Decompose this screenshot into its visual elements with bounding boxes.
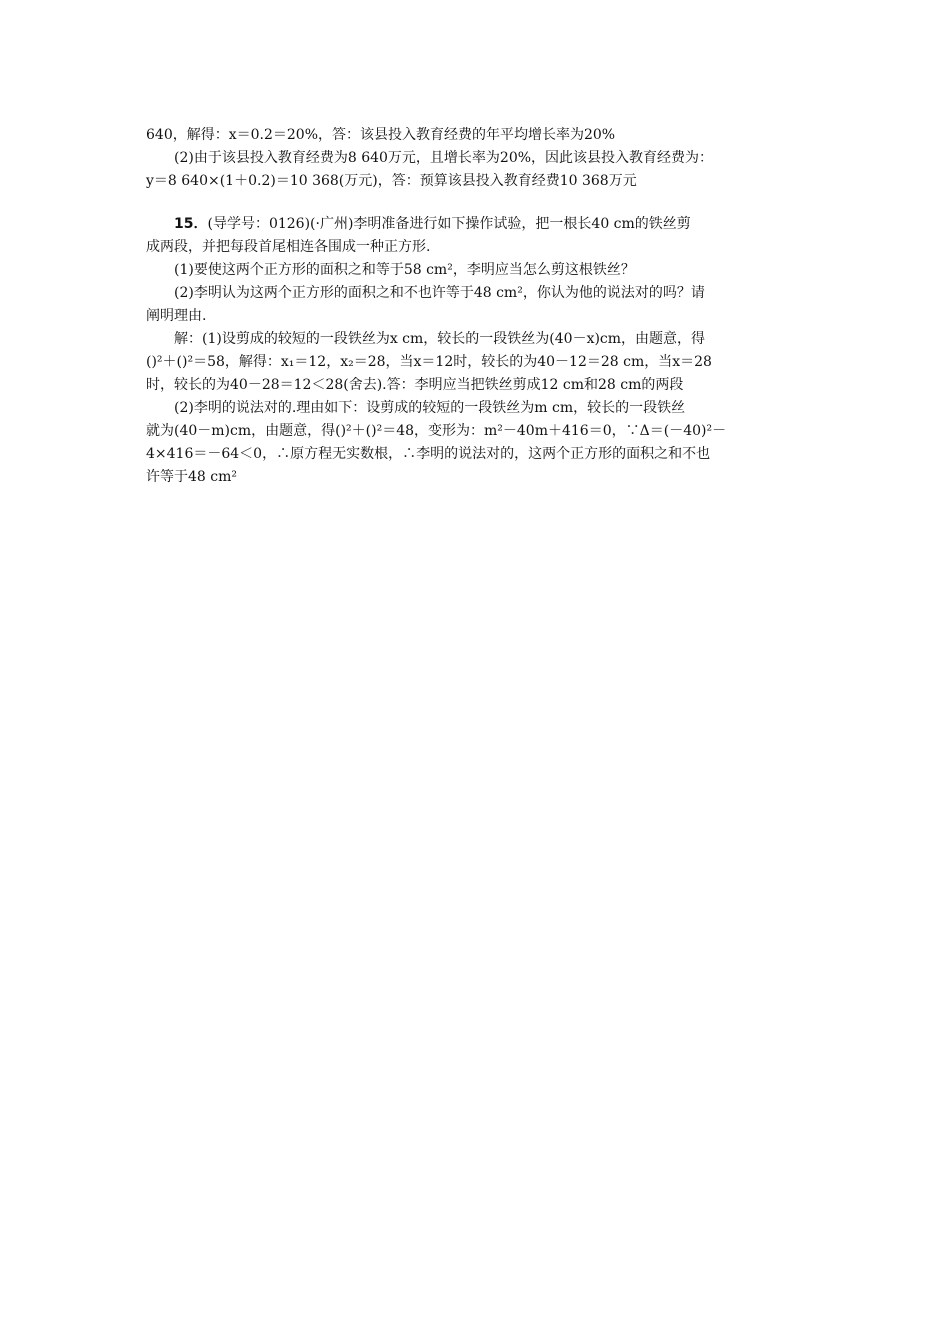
- document-body: [146, 124, 810, 489]
- solution-2-line-4: 许等于48 cm²: [146, 469, 237, 485]
- prev-solution-line-2: (2)由于该县投入教育经费为8 640万元，且增长率为20%，因此该县投入教育经费为：: [174, 150, 714, 166]
- problem-15-header: [146, 213, 810, 236]
- question-2-line-1: (2)李明认为这两个正方形的面积之和不也许等于48 cm²，你认为他的说法对的吗？请: [174, 285, 705, 301]
- section-gap: [146, 193, 810, 213]
- prev-solution-line-1: 640，解得：x＝0.2＝20%，答：该县投入教育经费的年平均增长率为20%: [146, 127, 616, 143]
- problem-number: 15．: [174, 216, 208, 232]
- question-1: (1)要使这两个正方形的面积之和等于58 cm²，李明应当怎么剪这根铁丝？: [174, 262, 635, 278]
- solution-2-line-1: (2)李明的说法对的.理由如下：设剪成的较短的一段铁丝为m cm，较长的一段铁丝: [174, 400, 686, 416]
- solution-1-line-2: ()²＋()²＝58，解得：x₁＝12，x₂＝28，当x＝12时，较长的为40－12＝28 cm，当x＝28: [146, 354, 712, 370]
- solution-1-line-3: 时，较长的为40－28＝12＜28(舍去).答：李明应当把铁丝剪成12 cm和28 cm的两段: [146, 377, 684, 393]
- solution-1-line-1: 解：(1)设剪成的较短的一段铁丝为x cm，较长的一段铁丝为(40－x)cm，由题意，得: [174, 331, 706, 347]
- prev-solution-line-3: y＝8 640×(1＋0.2)＝10 368(万元)，答：预算该县投入教育经费10 368万元: [146, 173, 637, 189]
- problem-15-line-1: (导学号：0126)(·广州)李明准备进行如下操作试验，把一根长40 cm的铁丝剪: [207, 216, 691, 232]
- solution-2-line-3: 4×416＝－64＜0，∴原方程无实数根，∴李明的说法对的，这两个正方形的面积之和不也: [146, 446, 711, 462]
- solution-2-line-2: 就为(40－m)cm，由题意，得()²＋()²＝48，变形为：m²－40m＋416＝0，∵Δ＝(－40)²－: [146, 423, 727, 439]
- question-2-line-2: 阐明理由.: [146, 308, 207, 324]
- problem-15-line-2: 成两段，并把每段首尾相连各围成一种正方形.: [146, 239, 431, 255]
